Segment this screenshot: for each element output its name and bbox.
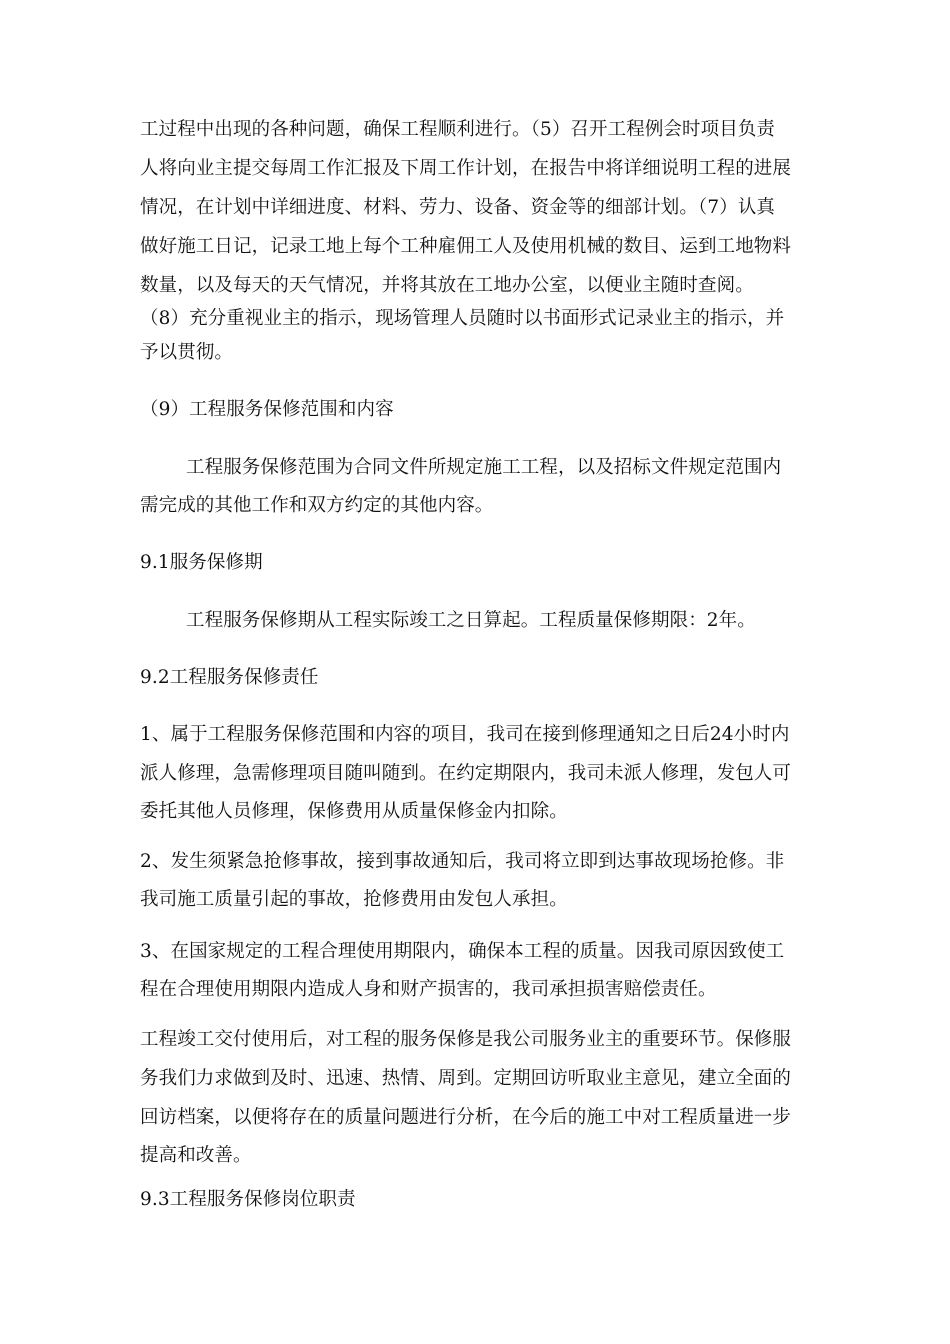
- paragraph-line: 人将向业主提交每周工作汇报及下周工作计划，在报告中将详细说明工程的进展: [140, 158, 792, 179]
- paragraph-line: 回访档案，以便将存在的质量问题进行分析，在今后的施工中对工程质量进一步: [140, 1107, 792, 1128]
- paragraph-line: 派人修理，急需修理项目随叫随到。在约定期限内，我司未派人修理，发包人可: [140, 763, 792, 784]
- paragraph-line: 工过程中出现的各种问题，确保工程顺利进行。（5）召开工程例会时项目负责: [140, 119, 776, 140]
- paragraph-line: 提高和改善。: [140, 1145, 252, 1166]
- paragraph-line: 2、发生须紧急抢修事故，接到事故通知后，我司将立即到达事故现场抢修。非: [140, 851, 785, 872]
- paragraph-line: 情况，在计划中详细进度、材料、劳力、设备、资金等的细部计划。（7）认真: [140, 197, 776, 218]
- paragraph-line: 予以贯彻。: [140, 342, 234, 363]
- section-heading: （9）工程服务保修范围和内容: [140, 399, 394, 420]
- paragraph-line: 工程服务保修期从工程实际竣工之日算起。工程质量保修期限：2年。: [186, 610, 756, 631]
- section-heading: 9.3工程服务保修岗位职责: [140, 1189, 356, 1210]
- paragraph-line: 3、在国家规定的工程合理使用期限内，确保本工程的质量。因我司原因致使工: [140, 941, 785, 962]
- paragraph-line: 工程服务保修范围为合同文件所规定施工工程，以及招标文件规定范围内: [186, 457, 782, 478]
- paragraph-line: 需完成的其他工作和双方约定的其他内容。: [140, 495, 494, 516]
- paragraph-line: 我司施工质量引起的事故，抢修费用由发包人承担。: [140, 889, 568, 910]
- paragraph-line: 1、属于工程服务保修范围和内容的项目，我司在接到修理通知之日后24小时内: [140, 724, 790, 745]
- paragraph-line: 做好施工日记，记录工地上每个工种雇佣工人及使用机械的数目、运到工地物料: [140, 236, 792, 257]
- section-heading: 9.2工程服务保修责任: [140, 667, 319, 688]
- paragraph-line: 程在合理使用期限内造成人身和财产损害的，我司承担损害赔偿责任。: [140, 979, 717, 1000]
- paragraph-line: 委托其他人员修理，保修费用从质量保修金内扣除。: [140, 801, 568, 822]
- paragraph-line: 工程竣工交付使用后，对工程的服务保修是我公司服务业主的重要环节。保修服: [140, 1029, 792, 1050]
- paragraph-line: 务我们力求做到及时、迅速、热情、周到。定期回访听取业主意见，建立全面的: [140, 1068, 792, 1089]
- paragraph-line: 数量，以及每天的天气情况，并将其放在工地办公室，以便业主随时查阅。: [140, 275, 754, 296]
- paragraph-line: （8）充分重视业主的指示，现场管理人员随时以书面形式记录业主的指示，并: [140, 308, 785, 329]
- section-heading: 9.1服务保修期: [140, 552, 263, 573]
